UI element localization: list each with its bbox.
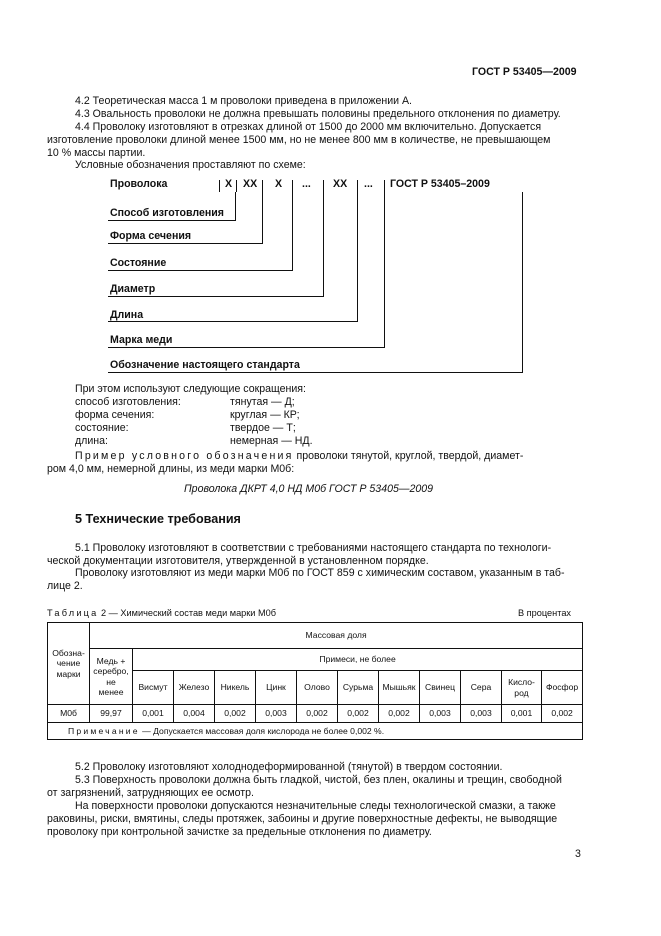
abbr-value: твердое — Т; [230, 422, 296, 434]
table-note-label: Примечание [68, 725, 140, 736]
scheme-label-grade: Марка меди [110, 334, 173, 346]
table-caption-text: 2 — Химический состав меди марки М0б [101, 608, 277, 618]
cell-value: 0,004 [174, 705, 215, 723]
abbr-value: немерная — НД. [230, 435, 313, 447]
scheme-label-state: Состояние [110, 257, 167, 269]
cell-value: 0,003 [256, 705, 297, 723]
header-lead: Свинец [420, 671, 461, 705]
cell-value: 0,003 [461, 705, 502, 723]
leader-line [522, 192, 523, 373]
header-nickel: Никель [215, 671, 256, 705]
header-oxygen: Кисло- род [502, 671, 542, 705]
paragraph-5-3-line5: проволоку при контрольной зачистке за предельные отклонения по диаметру. [47, 826, 432, 838]
table-note-text: — Допускается массовая доля кислорода не более 0,002 %. [142, 725, 385, 736]
paragraph-5-1-line3: Проволоку изготовляют из меди марки М0б по ГОСТ 859 с химическим составом, указанным в таб- [75, 567, 565, 579]
scheme-section-code: ХХ [243, 178, 258, 190]
leader-line [323, 192, 324, 297]
paragraph-5-3-line2: от загрязнений, затрудняющих ее осмотр. [47, 787, 254, 799]
cell-value: 0,002 [215, 705, 256, 723]
paragraph-5-1-line4: лице 2. [47, 580, 83, 592]
leader-line [108, 372, 523, 373]
scheme-separator [236, 180, 237, 192]
example-line2: ром 4,0 мм, немерной длины, из меди марки М0б: [47, 463, 295, 475]
paragraph-4-4-line3: 10 % массы партии. [47, 147, 146, 159]
header-mass-share: Массовая доля [90, 623, 583, 649]
scheme-word: Проволока [110, 178, 168, 190]
cell-copper: 99,97 [90, 705, 133, 723]
example-line1 [75, 450, 523, 463]
header-sulfur: Сера [461, 671, 502, 705]
scheme-label-diameter: Диаметр [110, 283, 156, 295]
leader-line [108, 296, 324, 297]
scheme-method-code: Х [225, 178, 233, 190]
abbr-term: способ изготовления: [75, 396, 181, 408]
scheme-separator [292, 180, 293, 192]
table-caption [47, 608, 276, 618]
header-designation: Обозна- чение марки [48, 623, 90, 705]
scheme-separator [384, 180, 385, 192]
header-zinc: Цинк [256, 671, 297, 705]
scheme-separator [262, 180, 263, 192]
leader-line [262, 192, 263, 244]
paragraph-5-1-line2: ческой документации изготовителя, утвержденной в установленном порядке. [47, 555, 429, 567]
abbr-value: тянутая — Д; [230, 396, 295, 408]
cell-value: 0,002 [297, 705, 338, 723]
header-phosphorus: Фосфор [542, 671, 583, 705]
header-antimony: Сурьма [338, 671, 379, 705]
table-caption-label: Таблица [47, 608, 99, 618]
leader-line [384, 192, 385, 348]
abbreviations-intro: При этом используют следующие сокращения: [75, 383, 306, 395]
paragraph-4-2: 4.2 Теоретическая масса 1 м проволоки приведена в приложении А. [75, 95, 412, 107]
abbr-term: длина: [75, 435, 108, 447]
cell-value: 0,001 [502, 705, 542, 723]
cell-grade: М0б [48, 705, 90, 723]
header-arsenic: Мышьяк [379, 671, 420, 705]
leader-line [108, 270, 293, 271]
paragraph-4-3: 4.3 Овальность проволоки не должна превышать половины предельного отклонения по диаметру. [75, 108, 561, 120]
header-impurities: Примеси, не более [133, 649, 583, 671]
leader-line [357, 192, 358, 322]
scheme-label-method: Способ изготовления [110, 207, 224, 219]
cell-value: 0,001 [133, 705, 174, 723]
document-header: ГОСТ Р 53405—2009 [472, 66, 577, 78]
scheme-state-code: Х [275, 178, 283, 190]
abbr-term: форма сечения: [75, 409, 155, 421]
paragraph-4-4-line1: 4.4 Проволоку изготовляют в отрезках длиной от 1500 до 2000 мм включительно. Допускается [75, 121, 542, 133]
header-bismuth: Висмут [133, 671, 174, 705]
cell-value: 0,002 [542, 705, 583, 723]
table-note [48, 723, 583, 740]
paragraph-5-3-line4: раковины, риски, вмятины, следы протяжек, забоины и другие поверхностные дефекты, не выводящие [47, 813, 558, 825]
paragraph-5-3-line1: 5.3 Поверхность проволоки должна быть гладкой, чистой, без плен, окалины и трещин, свободной [75, 774, 562, 786]
leader-line [108, 243, 263, 244]
cell-value: 0,002 [379, 705, 420, 723]
header-tin: Олово [297, 671, 338, 705]
leader-line [108, 321, 358, 322]
leader-line [292, 192, 293, 271]
header-iron: Железо [174, 671, 215, 705]
scheme-separator [323, 180, 324, 192]
header-copper: Медь + серебро, не менее [90, 649, 133, 705]
paragraph-5-3-line3: На поверхности проволоки допускаются незначительные следы технологической смазки, а также [75, 800, 556, 812]
example-label: Пример условного обозначения [75, 450, 294, 462]
scheme-length-code: ХХ [333, 178, 348, 190]
table-row [48, 705, 583, 723]
scheme-standard-code: ГОСТ Р 53405–2009 [390, 178, 490, 190]
page-number: 3 [575, 848, 581, 860]
leader-line [108, 347, 385, 348]
cell-value: 0,003 [420, 705, 461, 723]
example-text: проволоки тянутой, круглой, твердой, диамет- [296, 450, 524, 462]
paragraph-5-2: 5.2 Проволоку изготовляют холоднодеформированной (тянутой) в твердом состоянии. [75, 761, 503, 773]
leader-line [235, 192, 236, 221]
example-designation: Проволока ДКРТ 4,0 НД М0б ГОСТ Р 53405—2009 [184, 483, 434, 495]
paragraph-5-1-line1: 5.1 Проволоку изготовляют в соответствии с требованиями настоящего стандарта по технологи- [75, 542, 552, 554]
scheme-intro: Условные обозначения проставляют по схеме: [75, 159, 306, 171]
abbr-value: круглая — КР; [230, 409, 300, 421]
abbr-term: состояние: [75, 422, 129, 434]
chemical-composition-table [47, 622, 583, 740]
scheme-label-section: Форма сечения [110, 230, 192, 242]
cell-value: 0,002 [338, 705, 379, 723]
scheme-label-standard: Обозначение настоящего стандарта [110, 359, 300, 371]
scheme-diameter-code: ... [302, 178, 311, 190]
scheme-label-length: Длина [110, 309, 144, 321]
scheme-grade-code: ... [364, 178, 373, 190]
leader-line [108, 220, 236, 221]
scheme-separator [219, 180, 220, 192]
table-units: В процентах [518, 608, 572, 618]
scheme-separator [357, 180, 358, 192]
section-5-title: 5 Технические требования [75, 512, 241, 526]
paragraph-4-4-line2: изготовление проволоки длиной менее 1500 мм, но не менее 800 мм в количестве, не превышающем [47, 134, 551, 146]
